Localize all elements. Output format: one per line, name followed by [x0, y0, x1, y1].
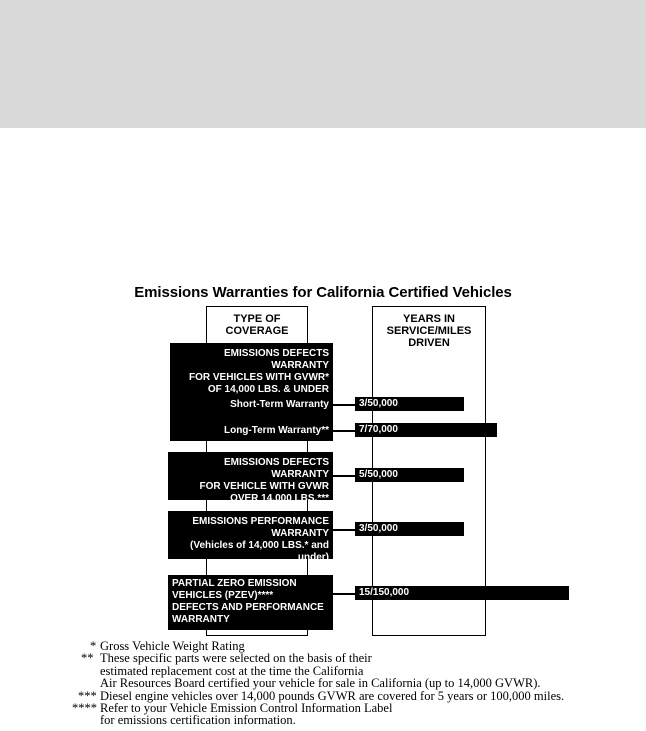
footnote-text: Diesel engine vehicles over 14,000 pounds GVWR are covered for 5 years or 100,000 miles.	[100, 688, 565, 703]
footnote-text: Gross Vehicle Weight Rating	[100, 639, 245, 653]
pzev-block	[168, 575, 333, 630]
long-term-label: Long-Term Warranty**	[223, 425, 329, 436]
footnote-mark: *	[90, 639, 97, 653]
footnote-mark: ****	[72, 701, 97, 716]
performance-block	[168, 511, 333, 563]
short-term-label: Short-Term Warranty	[230, 399, 329, 410]
defects-under-heading: EMISSIONS DEFECTS WARRANTY FOR VEHICLES WITH GVWR* OF 14,000 LBS. & UNDER	[189, 348, 329, 395]
defects-under-block	[170, 343, 333, 441]
long-term-connector	[333, 430, 355, 432]
short-term-bar: 3/50,000	[355, 397, 464, 411]
long-term-bar: 7/70,000	[355, 423, 497, 437]
defects-over-block	[168, 452, 333, 504]
pzev-connector	[333, 593, 355, 595]
chart-title: Emissions Warranties for California Certified Vehicles	[134, 284, 512, 301]
years-column-header: YEARS IN SERVICE/MILES DRIVEN	[386, 313, 472, 349]
coverage-column-header: TYPE OF COVERAGE	[225, 313, 289, 337]
defects-over-connector	[333, 475, 355, 477]
performance-heading: EMISSIONS PERFORMANCE WARRANTY (Vehicles of 14,000 LBS.* and under)	[190, 516, 329, 563]
header-band	[0, 0, 646, 128]
pzev-heading: PARTIAL ZERO EMISSION VEHICLES (PZEV)**** DEFECTS AND PERFORMANCE WARRANTY	[172, 578, 324, 625]
footnote-mark: ***	[78, 688, 97, 703]
footnote-mark: **	[81, 651, 94, 666]
performance-connector	[333, 529, 355, 531]
footnote-text: Refer to your Vehicle Emission Control Information Label for emissions certification information.	[100, 701, 393, 728]
footnote	[0, 702, 646, 727]
footnotes	[0, 640, 646, 727]
performance-bar: 3/50,000	[355, 522, 464, 536]
defects-over-bar: 5/50,000	[355, 468, 464, 482]
defects-over-heading: EMISSIONS DEFECTS WARRANTY FOR VEHICLE WITH GVWR OVER 14,000 LBS.***	[199, 457, 329, 504]
footnote	[0, 652, 646, 689]
short-term-connector	[333, 404, 355, 406]
footnote-text: These specific parts were selected on the basis of their estimated replacement cost at the time the California Air Resources Board certified your vehicle for sale in California (up to 14,000 GVWR).	[100, 651, 541, 691]
pzev-bar: 15/150,000	[355, 586, 569, 600]
